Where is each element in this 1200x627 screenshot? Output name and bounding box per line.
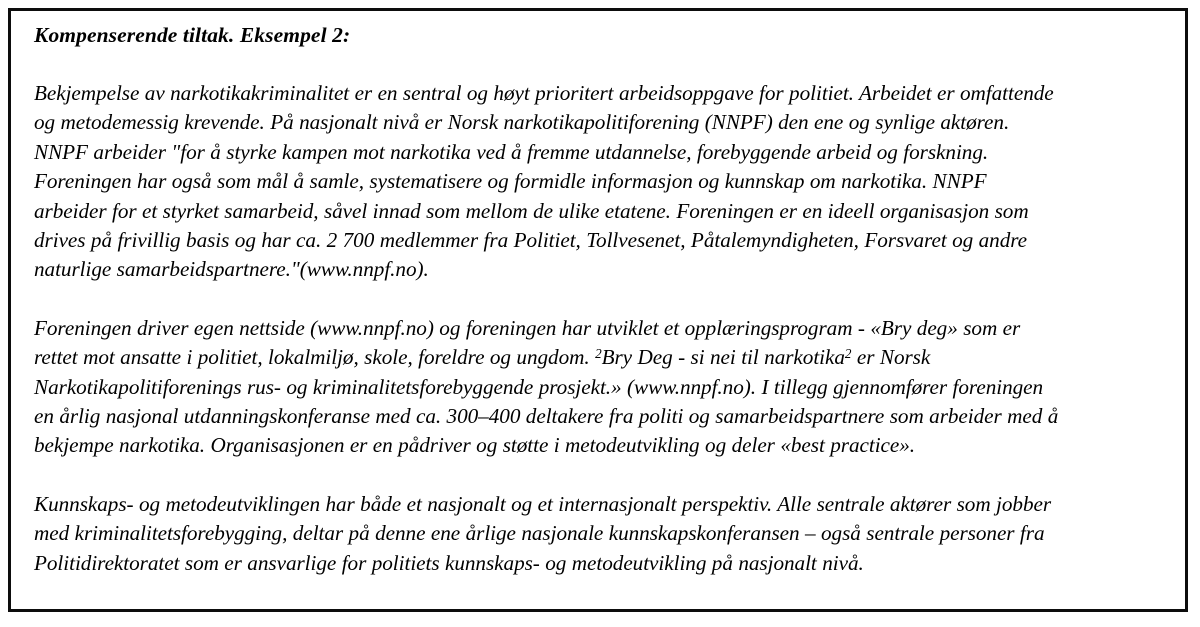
superscript-two: 2 — [844, 346, 852, 362]
superscript-two: 2 — [595, 346, 602, 362]
paragraph-line: Bekjempelse av narkotikakriminalitet er en sentral og høyt prioritert arbeidsoppgave for politiet. Arbeidet er omfattende — [34, 81, 1054, 105]
paragraph-line: drives på frivillig basis og har ca. 2 700 medlemmer fra Politiet, Tollvesenet, Påtalemyndigheten, Forsvaret og andre — [34, 228, 1028, 253]
paragraph-line: arbeider for et styrket samarbeid, såvel innad som mellom de ulike etatene. Foreningen er en ideell organisasjon som — [34, 198, 1029, 223]
paragraph-line: en årlig nasjonal utdanningskonferanse med ca. 300–400 deltakere fra politi og samarbeidspartnere som arbeider med å — [34, 404, 1059, 429]
paragraph-line: Narkotikapolitiforenings rus- og kriminalitetsforebyggende prosjekt.» (www.nnpf.no). I tillegg gjennomfører foreningen — [34, 374, 1044, 399]
paragraph-line: Foreningen har også som mål å samle, systematisere og formidle informasjon og kunnskap om narkotika. NNPF — [34, 169, 987, 194]
spacer-after-heading — [34, 50, 1165, 79]
paragraph-line: Politidirektoratet som er ansvarlige for politiets kunnskaps- og metodeutvikling på nasjonalt nivå. — [34, 550, 864, 575]
page-title: Kompenserende tiltak. Eksempel 2: — [34, 23, 351, 47]
paragraph-line: naturlige samarbeidspartnere."(www.nnpf.no). — [34, 257, 429, 282]
text-box-content — [34, 21, 1165, 578]
bordered-text-box — [8, 8, 1188, 612]
paragraph-nnpf-description — [34, 79, 1165, 285]
spacer-between-paragraphs — [34, 461, 1165, 490]
spacer-between-paragraphs — [34, 285, 1165, 314]
paragraph-line: Kunnskaps- og metodeutviklingen har både et nasjonalt og et internasjonalt perspektiv. Alle sentrale aktører som jobber — [34, 491, 1052, 516]
paragraph-line: Foreningen driver egen nettside (www.nnpf.no) og foreningen har utviklet et opplæringsprogram - «Bry deg» som er — [34, 315, 1021, 340]
paragraph-line: med kriminalitetsforebygging, deltar på denne ene årlige nasjonale kunnskapskonferansen – også sentrale personer fra — [34, 521, 1045, 546]
paragraph-line: rettet mot ansatte i politiet, lokalmiljø, skole, foreldre og ungdom. $^2$Bry Deg - si nei til narkotika$^2$ er Norsk — [34, 345, 931, 370]
paragraph-knowledge-development — [34, 490, 1165, 578]
paragraph-line: NNPF arbeider "for å styrke kampen mot narkotika ved å fremme utdannelse, forebyggende arbeid og forskning. — [34, 139, 989, 164]
paragraph-bry-deg-program — [34, 314, 1165, 461]
paragraph-line: og metodemessig krevende. På nasjonalt nivå er Norsk narkotikapolitiforening (NNPF) den ene og synlige aktøren. — [34, 110, 1010, 135]
paragraph-line: bekjempe narkotika. Organisasjonen er en pådriver og støtte i metodeutvikling og deler «best practice». — [34, 433, 916, 458]
